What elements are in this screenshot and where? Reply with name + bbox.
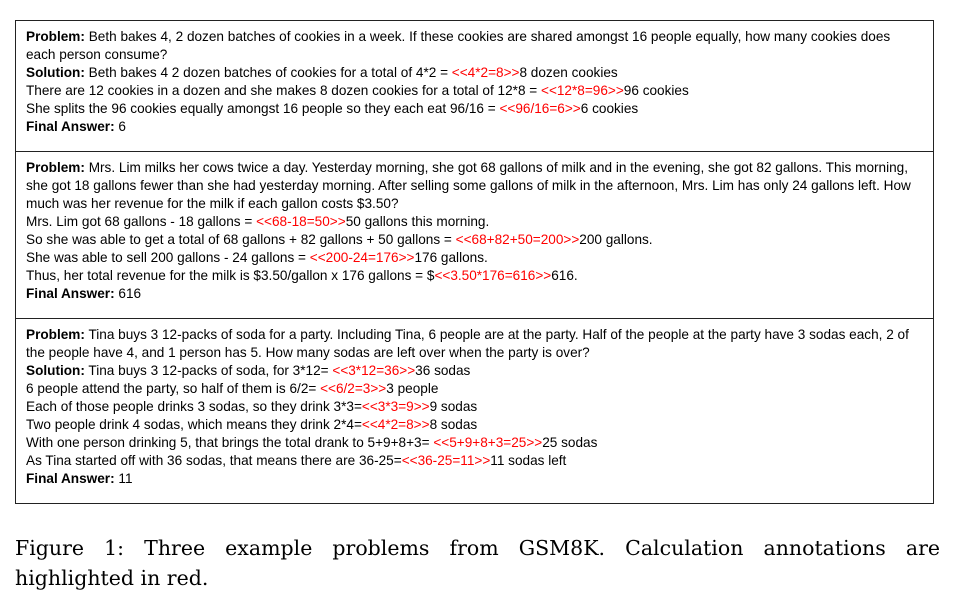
solution-line: 6 people attend the party, so half of them is 6/2= <<6/2=3>>3 people	[26, 381, 439, 396]
final-answer	[26, 470, 923, 488]
calc-annotation: <<6/2=3>>	[320, 381, 387, 396]
calc-annotation: <<4*2=8>>	[361, 417, 430, 432]
solution-line: She splits the 96 cookies equally amongst 16 people so they each eat 96/16 = <<96/16=6>>6 cookies	[26, 101, 639, 116]
solution-line: Mrs. Lim got 68 gallons - 18 gallons = <<68-18=50>>50 gallons this morning.	[26, 214, 490, 229]
solution-line: Each of those people drinks 3 sodas, so they drink 3*3=<<3*3=9>>9 sodas	[26, 399, 478, 414]
calc-annotation: <<3.50*176=616>>	[434, 268, 552, 283]
solution-line: Two people drink 4 sodas, which means they drink 2*4=<<4*2=8>>8 sodas	[26, 417, 478, 432]
problem-statement	[26, 159, 923, 213]
problem-statement	[26, 28, 923, 64]
solution-label: Solution:	[26, 65, 85, 80]
calc-annotation: <<200-24=176>>	[309, 250, 415, 265]
problem-label: Problem:	[26, 29, 85, 44]
calc-annotation: <<5+9+8+3=25>>	[433, 435, 543, 450]
final-answer-value: 6	[114, 119, 126, 134]
example-panel-2	[16, 151, 933, 318]
final-answer-value: 11	[114, 471, 133, 486]
solution-label: Solution:	[26, 363, 85, 378]
example-panel-1	[16, 21, 933, 151]
problem-text: Tina buys 3 12-packs of soda for a party. Including Tina, 6 people are at the party. Half of the people at the party have 3 sodas each, 2 of the people have 4, and 1 person has 5. How many sodas are left over when the party is over?	[26, 327, 909, 360]
solution-line: So she was able to get a total of 68 gallons + 82 gallons + 50 gallons = <<68+82+50=200>>200 gallons.	[26, 232, 653, 247]
final-answer	[26, 285, 923, 303]
final-answer-value: 616	[114, 286, 142, 301]
calc-annotation: <<3*3=9>>	[361, 399, 430, 414]
calc-annotation: <<36-25=11>>	[401, 453, 491, 468]
solution-line: Thus, her total revenue for the milk is $3.50/gallon x 176 gallons = $<<3.50*176=616>>616.	[26, 268, 578, 283]
calc-annotation: <<12*8=96>>	[541, 83, 624, 98]
problem-label: Problem:	[26, 327, 85, 342]
problem-text: Beth bakes 4, 2 dozen batches of cookies in a week. If these cookies are shared amongst 16 people equally, how many cookies does each person consume?	[26, 29, 891, 62]
final-answer-label: Final Answer:	[26, 119, 115, 134]
examples-figure	[15, 20, 934, 504]
calc-annotation: <<96/16=6>>	[499, 101, 581, 116]
solution-line: There are 12 cookies in a dozen and she makes 8 dozen cookies for a total of 12*8 = <<12*8=96>>96 cookies	[26, 83, 689, 98]
problem-label: Problem:	[26, 160, 85, 175]
calc-annotation: <<3*12=36>>	[332, 363, 416, 378]
problem-text: Mrs. Lim milks her cows twice a day. Yesterday morning, she got 68 gallons of milk and in the evening, she got 82 gallons. This morning, she got 18 gallons fewer than she had yesterday morning. After selling some gallons of milk in the afternoon, Mrs. Lim has only 24 gallons left. How much was her revenue for the milk if each gallon costs $3.50?	[26, 160, 911, 211]
solution-line: Solution: Tina buys 3 12-packs of soda, for 3*12= <<3*12=36>>36 sodas	[26, 363, 471, 378]
solution-line: As Tina started off with 36 sodas, that means there are 36-25=<<36-25=11>>11 sodas left	[26, 453, 567, 468]
solution-line: With one person drinking 5, that brings the total drank to 5+9+8+3= <<5+9+8+3=25>>25 sodas	[26, 435, 598, 450]
solution-line: She was able to sell 200 gallons - 24 gallons = <<200-24=176>>176 gallons.	[26, 250, 488, 265]
example-panel-3	[16, 318, 933, 503]
final-answer-label: Final Answer:	[26, 286, 115, 301]
calc-annotation: <<68+82+50=200>>	[455, 232, 580, 247]
problem-statement	[26, 326, 923, 362]
figure-caption: Figure 1: Three example problems from GSM8K. Calculation annotations are highlighted in red.	[15, 536, 940, 590]
calc-annotation: <<4*2=8>>	[451, 65, 520, 80]
calc-annotation: <<68-18=50>>	[256, 214, 346, 229]
solution-line: Solution: Beth bakes 4 2 dozen batches of cookies for a total of 4*2 = <<4*2=8>>8 dozen cookies	[26, 65, 618, 80]
final-answer-label: Final Answer:	[26, 471, 115, 486]
final-answer	[26, 118, 923, 136]
